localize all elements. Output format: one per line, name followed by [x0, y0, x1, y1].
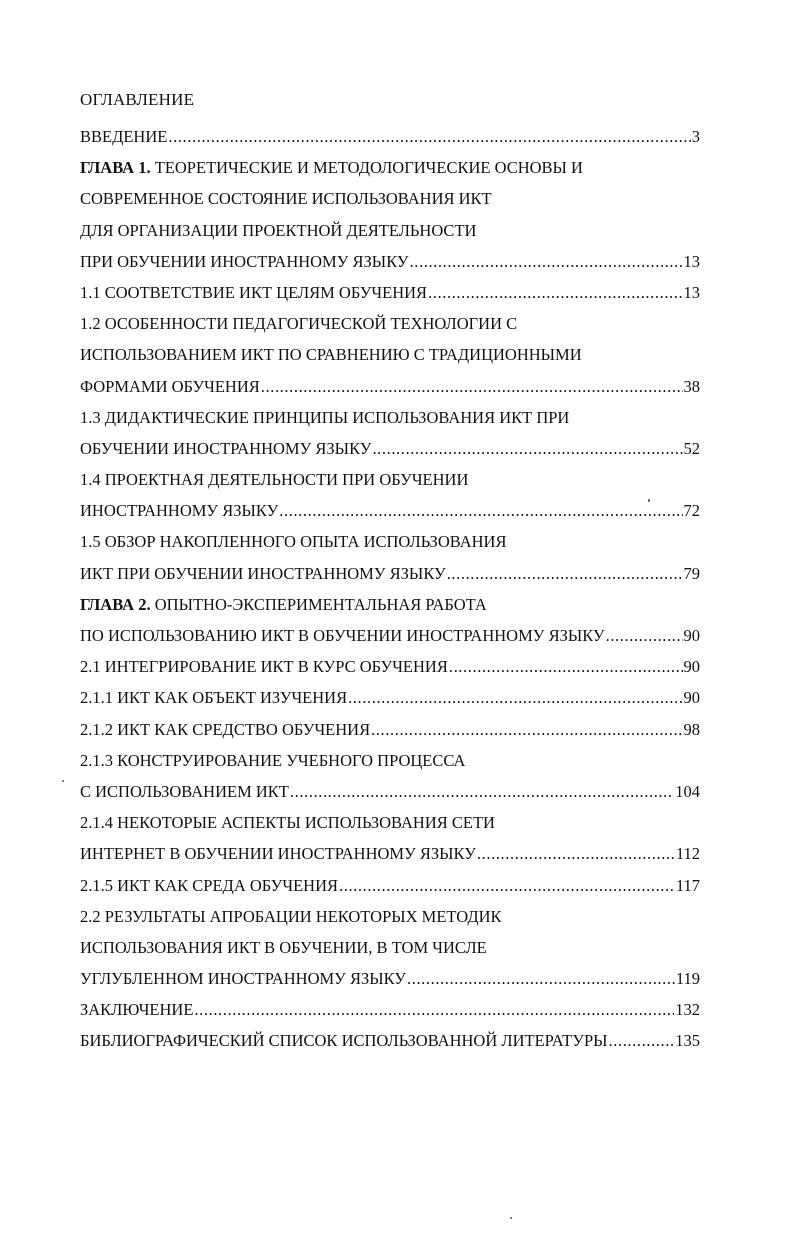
dot-leader	[609, 1031, 675, 1051]
toc-entry-text: 1.2 ОСОБЕННОСТИ ПЕДАГОГИЧЕСКОЙ ТЕХНОЛОГИИ С	[80, 314, 518, 334]
toc-entry	[80, 626, 700, 657]
toc-entry	[80, 751, 700, 782]
toc-entry-text: ДЛЯ ОРГАНИЗАЦИИ ПРОЕКТНОЙ ДЕЯТЕЛЬНОСТИ	[80, 220, 477, 240]
toc-entry-title	[80, 751, 465, 771]
toc-entry-title	[80, 688, 347, 708]
toc-entry	[80, 688, 700, 719]
dot-leader	[407, 969, 675, 989]
toc-entry-title	[80, 657, 448, 677]
page-number: 112	[675, 844, 700, 864]
page-number: 90	[683, 626, 700, 645]
toc-entry-text: ОБУЧЕНИИ ИНОСТРАННОМУ ЯЗЫКУ	[80, 438, 372, 458]
toc-entry-text: ТЕОРЕТИЧЕСКИЕ И МЕТОДОЛОГИЧЕСКИЕ ОСНОВЫ И	[150, 158, 583, 178]
toc-entry	[80, 221, 700, 252]
dot-leader	[261, 377, 683, 397]
toc-entry	[80, 876, 700, 907]
toc-entry	[80, 283, 700, 314]
toc-entry-text: ИСПОЛЬЗОВАНИЯ ИКТ В ОБУЧЕНИИ, В ТОМ ЧИСЛЕ	[80, 937, 487, 957]
toc-entry	[80, 595, 700, 626]
toc-entry-title	[80, 221, 476, 241]
toc-entry-title	[80, 969, 406, 989]
toc-entry-text: ИНОСТРАННОМУ ЯЗЫКУ	[80, 501, 279, 521]
toc-entry-text: 2.1.1 ИКТ КАК ОБЪЕКТ ИЗУЧЕНИЯ	[80, 688, 348, 708]
dot-leader	[428, 283, 682, 303]
page-number: 38	[683, 376, 700, 396]
toc-entry	[80, 969, 700, 1000]
toc-entry	[80, 720, 700, 751]
toc-entry-title	[80, 1031, 608, 1051]
toc-entry-title	[80, 844, 476, 864]
toc-entry-text: 2.1.2 ИКТ КАК СРЕДСТВО ОБУЧЕНИЯ	[80, 719, 371, 739]
toc-entry-text: ОПЫТНО-ЭКСПЕРИМЕНТАЛЬНАЯ РАБОТА	[150, 594, 487, 614]
toc-entry-title	[80, 813, 495, 833]
page-number: 119	[675, 969, 700, 989]
toc-entry	[80, 408, 700, 439]
dot-leader	[168, 127, 690, 147]
toc-entry	[80, 938, 700, 969]
toc-entry-text: 2.1.3 КОНСТРУИРОВАНИЕ УЧЕБНОГО ПРОЦЕССА	[80, 750, 466, 770]
toc-entry-text: ИНТЕРНЕТ В ОБУЧЕНИИ ИНОСТРАННОМУ ЯЗЫКУ	[80, 844, 476, 864]
toc-entry-title	[80, 408, 569, 428]
toc-entry	[80, 782, 700, 813]
toc-entry-text: 1.5 ОБЗОР НАКОПЛЕННОГО ОПЫТА ИСПОЛЬЗОВАНИЯ	[80, 532, 507, 552]
toc-entry-title	[80, 377, 260, 397]
toc-entry-title	[80, 189, 492, 209]
page-number: 3	[691, 127, 700, 146]
toc-entry	[80, 377, 700, 408]
toc-entry-title	[80, 345, 582, 365]
toc-entry-text: С ИСПОЛЬЗОВАНИЕМ ИКТ	[80, 781, 289, 801]
toc-entry	[80, 158, 700, 189]
toc-entry-title	[80, 938, 487, 958]
toc-entry-title	[80, 564, 446, 584]
scan-speck	[510, 1217, 512, 1219]
toc-entry	[80, 314, 700, 345]
page-number: 117	[675, 875, 700, 895]
dot-leader	[449, 657, 683, 677]
toc-heading: ОГЛАВЛЕНИЕ	[80, 90, 195, 109]
toc-entry-title	[80, 127, 167, 147]
toc-entry-text: ФОРМАМИ ОБУЧЕНИЯ	[80, 376, 260, 396]
page-number: 135	[675, 1031, 700, 1051]
toc-entry	[80, 907, 700, 938]
toc-entry-text: ИСПОЛЬЗОВАНИЕМ ИКТ ПО СРАВНЕНИЮ С ТРАДИЦИОННЫМИ	[80, 345, 582, 365]
page-number: 132	[675, 1000, 700, 1020]
page-number: 104	[675, 781, 700, 801]
dot-leader	[279, 501, 682, 521]
toc-entry-text: 1.3 ДИДАКТИЧЕСКИЕ ПРИНЦИПЫ ИСПОЛЬЗОВАНИЯ ИКТ ПРИ	[80, 407, 570, 427]
toc-entry-title	[80, 252, 409, 272]
toc-entry	[80, 1031, 700, 1062]
page-number: 72	[683, 501, 700, 521]
toc-entry	[80, 844, 700, 875]
toc-entry-text: 2.1.5 ИКТ КАК СРЕДА ОБУЧЕНИЯ	[80, 875, 338, 895]
toc-entry	[80, 532, 700, 563]
toc-entry-text: 2.1 ИНТЕГРИРОВАНИЕ ИКТ В КУРС ОБУЧЕНИЯ	[80, 657, 448, 677]
scan-speck	[648, 499, 650, 502]
dot-leader	[371, 720, 682, 740]
toc-entry-text: БИБЛИОГРАФИЧЕСКИЙ СПИСОК ИСПОЛЬЗОВАННОЙ ЛИТЕРАТУРЫ	[80, 1031, 608, 1051]
toc-entry-title	[80, 876, 338, 896]
dot-leader	[372, 439, 682, 459]
toc-entry-text: ВВЕДЕНИЕ	[80, 127, 168, 146]
toc-entry-title	[80, 283, 427, 303]
toc-entry-title	[80, 501, 278, 521]
table-of-contents	[80, 127, 700, 1063]
scan-speck	[62, 780, 64, 782]
toc-entry	[80, 501, 700, 532]
toc-entry-title	[80, 470, 468, 490]
toc-entry	[80, 564, 700, 595]
toc-entry-text: ПРИ ОБУЧЕНИИ ИНОСТРАННОМУ ЯЗЫКУ	[80, 251, 409, 271]
toc-entry	[80, 657, 700, 688]
toc-entry-text: 2.1.4 НЕКОТОРЫЕ АСПЕКТЫ ИСПОЛЬЗОВАНИЯ СЕТИ	[80, 813, 495, 833]
toc-entry-text: ЗАКЛЮЧЕНИЕ	[80, 1000, 194, 1020]
toc-entry-title	[80, 907, 502, 927]
toc-entry-title	[80, 782, 289, 802]
page-number: 13	[683, 251, 700, 271]
toc-entry-text: СОВРЕМЕННОЕ СОСТОЯНИЕ ИСПОЛЬЗОВАНИЯ ИКТ	[80, 189, 492, 209]
page-number: 98	[683, 719, 700, 739]
dot-leader	[194, 1000, 674, 1020]
page-number: 90	[683, 688, 700, 708]
toc-entry-text: 1.1 СООТВЕТСТВИЕ ИКТ ЦЕЛЯМ ОБУЧЕНИЯ	[80, 282, 428, 302]
page-number: 79	[683, 563, 700, 583]
toc-entry-text: ИКТ ПРИ ОБУЧЕНИИ ИНОСТРАННОМУ ЯЗЫКУ	[80, 563, 446, 583]
dot-leader	[606, 626, 683, 646]
dot-leader	[290, 782, 674, 802]
toc-entry-title	[80, 595, 487, 615]
toc-entry	[80, 345, 700, 376]
toc-entry-text: 1.4 ПРОЕКТНАЯ ДЕЯТЕЛЬНОСТИ ПРИ ОБУЧЕНИИ	[80, 470, 469, 490]
chapter-label: ГЛАВА 2.	[80, 594, 151, 614]
toc-entry	[80, 252, 700, 283]
page-number: 13	[683, 282, 700, 302]
toc-entry	[80, 470, 700, 501]
page-number: 52	[683, 438, 700, 458]
dot-leader	[339, 876, 675, 896]
toc-entry-text: УГЛУБЛЕННОМ ИНОСТРАННОМУ ЯЗЫКУ	[80, 969, 406, 989]
toc-entry-title	[80, 439, 371, 459]
toc-entry-title	[80, 626, 605, 646]
toc-entry-title	[80, 532, 506, 552]
toc-entry	[80, 813, 700, 844]
toc-entry	[80, 439, 700, 470]
toc-entry	[80, 1000, 700, 1031]
toc-entry-text: ПО ИСПОЛЬЗОВАНИЮ ИКТ В ОБУЧЕНИИ ИНОСТРАННОМУ ЯЗЫКУ	[80, 626, 605, 645]
dot-leader	[410, 252, 683, 272]
toc-entry-text: 2.2 РЕЗУЛЬТАТЫ АПРОБАЦИИ НЕКОТОРЫХ МЕТОДИК	[80, 906, 502, 926]
chapter-label: ГЛАВА 1.	[80, 158, 151, 178]
dot-leader	[447, 564, 683, 584]
toc-entry-title	[80, 720, 370, 740]
page-number: 90	[683, 657, 700, 677]
dot-leader	[477, 844, 675, 864]
toc-entry-title	[80, 1000, 193, 1020]
toc-entry	[80, 127, 700, 158]
dot-leader	[348, 688, 682, 708]
toc-entry-title	[80, 314, 517, 334]
toc-entry	[80, 189, 700, 220]
toc-entry-title	[80, 158, 583, 178]
